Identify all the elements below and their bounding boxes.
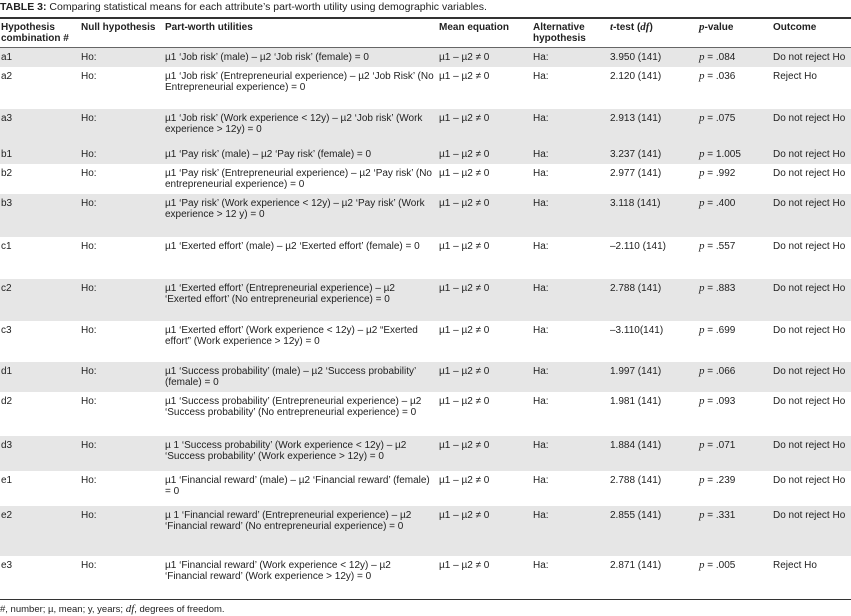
p-value-cell	[698, 471, 772, 506]
p-value-text: = .557	[704, 241, 736, 252]
t-test-cell: 3.118 (141)	[609, 194, 698, 237]
caption-label: TABLE 3:	[0, 1, 47, 13]
null-hypothesis-cell: Ho:	[80, 279, 164, 321]
combo-cell: c3	[1, 325, 12, 336]
p-symbol: p	[699, 112, 705, 124]
p-symbol: p	[699, 282, 705, 294]
caption-text: Comparing statistical means for each attribute’s part-worth utility using demographic variables.	[46, 1, 487, 13]
mean-equation-cell: µ1 – µ2 ≠ 0	[438, 194, 532, 237]
part-worth-utility-cell: µ1 ‘Success probability’ (male) – µ2 ‘Success probability’ (female) = 0	[164, 362, 438, 392]
null-hypothesis-cell: Ho:	[81, 168, 97, 179]
alt-hypothesis-cell: Ha:	[533, 325, 549, 336]
part-worth-utility-cell: µ1 ‘Pay risk’ (Work experience < 12y) – µ2 ‘Pay risk’ (Work experience > 12 y) = 0	[164, 194, 438, 237]
p-rest: -value	[704, 22, 734, 33]
p-value-text: = .699	[704, 325, 736, 336]
p-value-text: = .036	[704, 71, 736, 82]
p-value-text: = .084	[704, 52, 736, 63]
table-row	[0, 194, 851, 237]
mean-equation-cell: µ1 – µ2 ≠ 0	[438, 145, 532, 164]
null-hypothesis-cell: Ho:	[80, 194, 164, 237]
p-symbol: p	[699, 240, 705, 252]
p-symbol: p	[699, 395, 705, 407]
p-value-cell	[698, 237, 772, 279]
mean-equation-cell: µ1 – µ2 ≠ 0	[438, 279, 532, 321]
p-value-text: = .331	[704, 510, 736, 521]
table-row	[0, 321, 851, 362]
mean-equation-cell: µ1 – µ2 ≠ 0	[439, 325, 490, 336]
p-value-text: = .066	[704, 366, 736, 377]
alt-hypothesis-cell: Ha:	[532, 506, 609, 556]
p-value-cell	[698, 392, 772, 436]
p-value-cell	[698, 67, 772, 109]
table-row	[0, 471, 851, 506]
t-test-cell: 2.913 (141)	[609, 109, 698, 145]
null-hypothesis-cell: Ho:	[81, 396, 97, 407]
null-hypothesis-cell: Ho:	[80, 506, 164, 556]
combo-cell: b2	[1, 168, 13, 179]
part-worth-utility-cell: µ 1 ‘Success probability’ (Work experience < 12y) – µ2 ‘Success probability’ (Work experience > 12y) = 0	[164, 436, 438, 471]
p-symbol: p	[699, 197, 705, 209]
outcome-cell: Do not reject Ho	[772, 279, 851, 321]
outcome-cell: Do not reject Ho	[772, 145, 851, 164]
table-row	[0, 506, 851, 556]
header-utilities: Part-worth utilities	[164, 18, 438, 48]
null-hypothesis-cell: Ho:	[80, 362, 164, 392]
combo-cell: e2	[0, 506, 80, 556]
null-hypothesis-cell: Ho:	[81, 241, 97, 252]
combo-cell: e1	[1, 475, 13, 486]
mean-equation-cell: µ1 – µ2 ≠ 0	[438, 109, 532, 145]
table-row	[0, 237, 851, 279]
p-value-cell	[698, 194, 772, 237]
part-worth-utility-cell: µ1 ‘Pay risk’ (male) – µ2 ‘Pay risk’ (female) = 0	[164, 145, 438, 164]
p-symbol: p	[699, 51, 705, 63]
table-row	[0, 279, 851, 321]
combo-cell: c2	[0, 279, 80, 321]
p-value-cell	[698, 321, 772, 362]
alt-hypothesis-cell: Ha:	[532, 48, 609, 68]
header-alt: Alternative hypothesis	[532, 18, 609, 48]
table-caption	[0, 1, 487, 13]
t-test-cell: 2.788 (141)	[610, 475, 662, 486]
alt-hypothesis-cell: Ha:	[533, 168, 549, 179]
combo-cell: c1	[1, 241, 12, 252]
t-rest: -test (	[613, 22, 641, 33]
outcome-cell: Do not reject Ho	[773, 325, 846, 336]
df-label: df	[640, 21, 650, 33]
outcome-cell: Reject Ho	[773, 560, 817, 571]
t-close: )	[649, 22, 653, 33]
null-hypothesis-cell: Ho:	[80, 48, 164, 68]
p-symbol: p	[699, 439, 705, 451]
p-value-cell	[698, 164, 772, 194]
part-worth-utility-cell: µ1 ‘Job risk’ (male) – µ2 ‘Job risk’ (female) = 0	[164, 48, 438, 68]
p-symbol: p	[699, 474, 705, 486]
alt-hypothesis-cell: Ha:	[532, 145, 609, 164]
part-worth-utility-cell: µ1 ‘Exerted effort’ (Entrepreneurial experience) – µ2 ‘Exerted effort’ (No entrepreneurial experience) = 0	[164, 279, 438, 321]
p-symbol: p	[699, 365, 705, 377]
combo-cell: a3	[0, 109, 80, 145]
part-worth-utility-cell: µ1 ‘Job risk’ (Work experience < 12y) – µ2 ‘Job risk’ (Work experience > 12y) = 0	[164, 109, 438, 145]
part-worth-utility-cell: µ 1 ‘Financial reward’ (Entrepreneurial experience) – µ2 ‘Financial reward’ (No entrepreneurial experience) = 0	[164, 506, 438, 556]
alt-hypothesis-cell: Ha:	[533, 241, 549, 252]
combo-cell: a2	[1, 71, 13, 82]
t-label: t	[610, 21, 614, 33]
combo-cell: b1	[0, 145, 80, 164]
outcome-cell: Do not reject Ho	[773, 168, 846, 179]
mean-equation-cell: µ1 – µ2 ≠ 0	[439, 560, 490, 571]
alt-hypothesis-cell: Ha:	[532, 109, 609, 145]
p-value-text: = 1.005	[704, 149, 741, 160]
part-worth-utility-cell: µ1 ‘Financial reward’ (male) – µ2 ‘Financial reward’ (female) = 0	[165, 475, 430, 497]
outcome-cell: Do not reject Ho	[772, 194, 851, 237]
p-value-cell	[698, 145, 772, 164]
t-test-cell: 2.120 (141)	[610, 71, 662, 82]
outcome-cell: Do not reject Ho	[773, 475, 846, 486]
p-value-text: = .992	[704, 168, 736, 179]
p-value-cell	[698, 362, 772, 392]
part-worth-utility-cell: µ1 ‘Exerted effort’ (Work experience < 12y) – µ2 “Exerted effort” (Work experience > 12y) = 0	[165, 325, 418, 347]
null-hypothesis-cell: Ho:	[81, 560, 97, 571]
p-label: p	[699, 21, 705, 33]
outcome-cell: Reject Ho	[773, 71, 817, 82]
header-outcome: Outcome	[772, 18, 851, 48]
alt-hypothesis-cell: Ha:	[532, 194, 609, 237]
outcome-cell: Do not reject Ho	[773, 241, 846, 252]
p-value-cell	[698, 48, 772, 68]
alt-hypothesis-cell: Ha:	[532, 436, 609, 471]
null-hypothesis-cell: Ho:	[81, 325, 97, 336]
part-worth-utility-cell: µ1 ‘Success probability’ (Entrepreneurial experience) – µ2 ‘Success probability’ (No entrepreneurial experience) = 0	[165, 396, 422, 418]
part-worth-utility-cell: µ1 ‘Pay risk’ (Entrepreneurial experience) – µ2 ‘Pay risk’ (No entrepreneurial experience) = 0	[165, 168, 432, 190]
table-row	[0, 362, 851, 392]
t-test-cell: –2.110 (141)	[610, 241, 666, 252]
table-row	[0, 109, 851, 145]
mean-equation-cell: µ1 – µ2 ≠ 0	[439, 475, 490, 486]
table-row	[0, 556, 851, 599]
mean-equation-cell: µ1 – µ2 ≠ 0	[438, 506, 532, 556]
t-test-cell: 1.981 (141)	[610, 396, 662, 407]
hypothesis-table	[0, 17, 851, 600]
footnote-df: df	[125, 603, 135, 615]
mean-equation-cell: µ1 – µ2 ≠ 0	[439, 71, 490, 82]
combo-cell: d2	[1, 396, 13, 407]
mean-equation-cell: µ1 – µ2 ≠ 0	[438, 362, 532, 392]
null-hypothesis-cell: Ho:	[80, 145, 164, 164]
combo-cell: d3	[0, 436, 80, 471]
table-row	[0, 436, 851, 471]
mean-equation-cell: µ1 – µ2 ≠ 0	[439, 396, 490, 407]
table-row	[0, 164, 851, 194]
footnote	[0, 603, 225, 615]
p-value-text: = .005	[704, 560, 736, 571]
p-symbol: p	[699, 509, 705, 521]
t-test-cell: 2.855 (141)	[609, 506, 698, 556]
mean-equation-cell: µ1 – µ2 ≠ 0	[438, 48, 532, 68]
outcome-cell: Do not reject Ho	[773, 396, 846, 407]
alt-hypothesis-cell: Ha:	[533, 71, 549, 82]
p-symbol: p	[699, 324, 705, 336]
p-symbol: p	[699, 148, 705, 160]
table-row	[0, 392, 851, 436]
null-hypothesis-cell: Ho:	[80, 436, 164, 471]
mean-equation-cell: µ1 – µ2 ≠ 0	[439, 168, 490, 179]
table-row	[0, 145, 851, 164]
t-test-cell: 1.884 (141)	[609, 436, 698, 471]
alt-hypothesis-cell: Ha:	[533, 560, 549, 571]
p-value-cell	[698, 506, 772, 556]
alt-hypothesis-cell: Ha:	[532, 362, 609, 392]
part-worth-utility-cell: µ1 ‘Job risk’ (Entrepreneurial experience) – µ2 ‘Job Risk’ (No Entrepreneurial experience) = 0	[165, 71, 434, 93]
alt-hypothesis-cell: Ha:	[532, 279, 609, 321]
p-value-cell	[698, 436, 772, 471]
p-value-text: = .239	[704, 475, 736, 486]
header-ttest	[609, 18, 698, 48]
t-test-cell: 2.871 (141)	[610, 560, 662, 571]
p-value-text: = .071	[704, 440, 736, 451]
p-value-cell	[698, 556, 772, 599]
t-test-cell: 2.977 (141)	[610, 168, 662, 179]
combo-cell: e3	[1, 560, 13, 571]
mean-equation-cell: µ1 – µ2 ≠ 0	[439, 241, 490, 252]
p-value-text: = .075	[704, 113, 736, 124]
null-hypothesis-cell: Ho:	[81, 71, 97, 82]
header-combo: Hypothesis combination #	[0, 18, 80, 48]
p-value-text: = .093	[704, 396, 736, 407]
footnote-pre: #, number; µ, mean; y, years;	[0, 604, 126, 615]
p-symbol: p	[699, 559, 705, 571]
p-symbol: p	[699, 70, 705, 82]
combo-cell: b3	[0, 194, 80, 237]
null-hypothesis-cell: Ho:	[80, 109, 164, 145]
outcome-cell: Do not reject Ho	[772, 109, 851, 145]
combo-cell: a1	[0, 48, 80, 68]
p-value-text: = .883	[704, 283, 736, 294]
outcome-cell: Do not reject Ho	[772, 362, 851, 392]
p-value-text: = .400	[704, 198, 736, 209]
outcome-cell: Do not reject Ho	[772, 506, 851, 556]
p-value-cell	[698, 279, 772, 321]
header-mean: Mean equation	[438, 18, 532, 48]
combo-cell: d1	[0, 362, 80, 392]
t-test-cell: 1.997 (141)	[609, 362, 698, 392]
t-test-cell: 3.237 (141)	[609, 145, 698, 164]
table-row	[0, 67, 851, 109]
alt-hypothesis-cell: Ha:	[533, 396, 549, 407]
t-test-cell: –3.110(141)	[610, 325, 664, 336]
part-worth-utility-cell: µ1 ‘Exerted effort’ (male) – µ2 ‘Exerted effort’ (female) = 0	[165, 241, 420, 252]
footnote-post: , degrees of freedom.	[134, 604, 225, 615]
t-test-cell: 2.788 (141)	[609, 279, 698, 321]
header-null: Null hypothesis	[80, 18, 164, 48]
mean-equation-cell: µ1 – µ2 ≠ 0	[438, 436, 532, 471]
p-value-cell	[698, 109, 772, 145]
table-row	[0, 48, 851, 68]
header-row	[0, 18, 851, 48]
t-test-cell: 3.950 (141)	[609, 48, 698, 68]
header-pvalue	[698, 18, 772, 48]
part-worth-utility-cell: µ1 ‘Financial reward’ (Work experience < 12y) – µ2 ‘Financial reward’ (Work experience > 12y) = 0	[165, 560, 391, 582]
alt-hypothesis-cell: Ha:	[533, 475, 549, 486]
null-hypothesis-cell: Ho:	[81, 475, 97, 486]
outcome-cell: Do not reject Ho	[772, 436, 851, 471]
outcome-cell: Do not reject Ho	[772, 48, 851, 68]
p-symbol: p	[699, 167, 705, 179]
